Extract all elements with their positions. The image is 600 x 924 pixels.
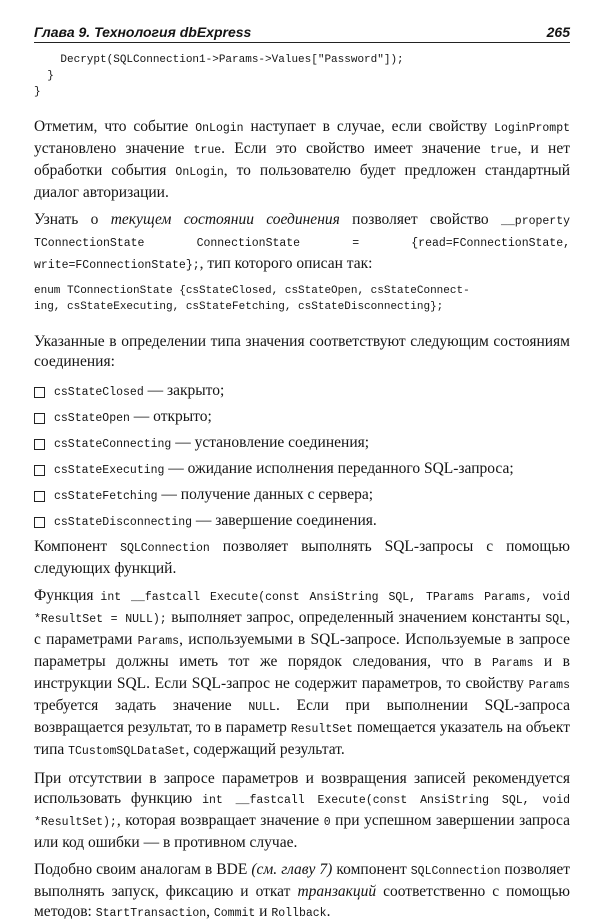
- paragraph-connection-state: Узнать о текущем состоянии соединения позволяет свойство __property TConnectionState ConnectionState = {read=FConnectionState, write=FConnectionState};, тип которого описан так:: [34, 211, 570, 272]
- checkbox-bullet-icon: [34, 517, 45, 528]
- paragraph-sqlconnection: Компонент SQLConnection позволяет выполнять SQL-запросы с помощью следующих функций.: [34, 538, 570, 577]
- page-number: 265: [546, 24, 570, 40]
- checkbox-bullet-icon: [34, 491, 45, 502]
- list-item: csStateConnecting — установление соединения;: [34, 433, 570, 455]
- code-line: Decrypt(SQLConnection1->Params->Values["Password"]);: [34, 54, 404, 66]
- list-item: csStateClosed — закрыто;: [34, 381, 570, 403]
- paragraph-transactions: Подобно своим аналогам в BDE (см. главу 7) компонент SQLConnection позволяет выполнять запуск, фиксацию и откат транзакций соответственно с помощью методов: StartTransaction, Commit и Rollback.: [34, 861, 571, 920]
- paragraph-onlogin: Отметим, что событие OnLogin наступает в случае, если свойству LoginPrompt установлено значение true. Если это свойство имеет значение true, и нет обработки события OnLogin, то пользователю будет предложен стандартный диалог авторизации.: [34, 118, 570, 201]
- code-line: ing, csStateExecuting, csStateFetching, csStateDisconnecting};: [34, 301, 444, 313]
- paragraph-states-intro: Указанные в определении типа значения соответствуют следующим состояниям соединения:: [34, 333, 570, 370]
- checkbox-bullet-icon: [34, 387, 45, 398]
- states-list: [34, 381, 570, 533]
- code-line: }: [34, 70, 54, 82]
- code-block-top: [34, 52, 570, 100]
- list-item: csStateFetching — получение данных с сервера;: [34, 485, 570, 507]
- checkbox-bullet-icon: [34, 413, 45, 424]
- paragraph-execute-short: При отсутствии в запросе параметров и возвращения записей рекомендуется использовать функцию int __fastcall Execute(const AnsiString SQL, void *ResultSet);, которая возвращает значение 0 при успешном завершении запроса или код ошибки — в противном случае.: [34, 770, 570, 851]
- code-block-enum: [34, 283, 570, 315]
- code-line: }: [34, 86, 41, 98]
- list-item: csStateOpen — открыто;: [34, 407, 570, 429]
- checkbox-bullet-icon: [34, 465, 45, 476]
- paragraph-execute: Функция int __fastcall Execute(const AnsiString SQL, TParams Params, void *ResultSet = NULL); выполняет запрос, определенный значением константы SQL, с параметрами Params, используемыми в SQL-запросе. Используемые в запросе параметры должны иметь тот же порядок следования, что в Params и в инструкции SQL. Если SQL-запрос не содержит параметров, то свойству Params требуется задать значение NULL. Если при выполнении SQL-запроса возвращается результат, то в параметр ResultSet помещается указатель на объект типа TCustomSQLDataSet, содержащий результат.: [34, 587, 570, 758]
- running-header: [34, 24, 570, 43]
- list-item: csStateDisconnecting — завершение соединения.: [34, 511, 570, 533]
- code-line: enum TConnectionState {csStateClosed, csStateOpen, csStateConnect-: [34, 285, 470, 297]
- chapter-title: Глава 9. Технология dbExpress: [34, 24, 252, 40]
- book-page: [34, 24, 570, 924]
- checkbox-bullet-icon: [34, 439, 45, 450]
- list-item: csStateExecuting — ожидание исполнения переданного SQL-запроса;: [34, 459, 570, 481]
